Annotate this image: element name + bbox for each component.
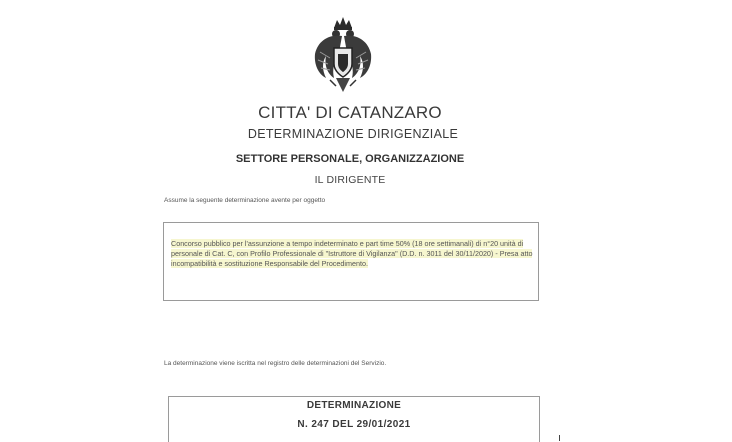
subject-intro: Assume la seguente determinazione avente per oggetto [164,197,326,204]
sector-heading: SETTORE PERSONALE, ORGANIZZAZIONE [235,153,465,165]
subject-text [171,239,533,269]
subject-text-content: Concorso pubblico per l'assunzione a tempo indeterminato e part time 50% (18 ore settimanali) di n°20 unità di personale di Cat. C, con Profilo Professionale di "Istruttore di Vigilanza" (D.D. n. 3011 del 30/11/2020) - Presa atto incompatibilità e sostituzione Responsabile del Procedimento. [171,239,533,268]
determination-number: N. 247 DEL 29/01/2021 [297,419,411,430]
scan-mark [559,435,560,441]
document-type: DETERMINAZIONE DIRIGENZIALE [247,127,459,141]
city-coat-of-arms-icon [312,14,374,96]
city-name: CITTA' DI CATANZARO [258,103,442,122]
register-note: La determinazione viene iscritta nel registro delle determinazioni del Servizio. [164,360,387,367]
role-heading: IL DIRIGENTE [314,174,386,186]
determination-title: DETERMINAZIONE [306,400,402,411]
